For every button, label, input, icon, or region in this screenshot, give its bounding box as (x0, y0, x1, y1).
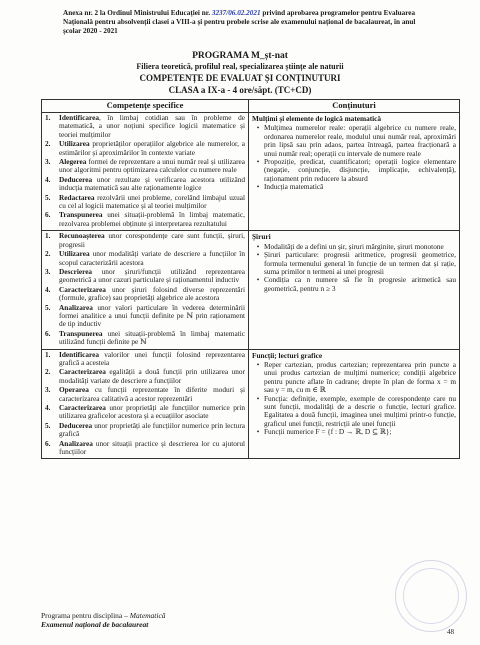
bullet-icon: • (256, 427, 260, 437)
item-text (59, 158, 245, 175)
competente-cell (42, 231, 249, 349)
item-keyword: Identificarea (59, 113, 99, 122)
competenta-item (45, 422, 245, 439)
item-text (59, 211, 245, 228)
competenta-item (45, 268, 245, 285)
item-description: cu funcții reprezentate în diferite moduri și caracterizarea calitativă a acestor reprezentări (59, 385, 245, 403)
item-description: unor proprietăți ale funcțiilor numerice prin utilizarea graficelor acestora și a ecuațiilor asociate (59, 403, 245, 421)
item-keyword: Utilizarea (59, 139, 90, 149)
item-text (59, 440, 245, 457)
item-description: unor situații practice și descrierea lor cu ajutorul funcțiilor (59, 438, 245, 457)
competenta-item (45, 330, 245, 347)
item-number: 6. (45, 210, 51, 220)
section-title: Funcții; lecturi grafice (252, 350, 323, 360)
header-text: privind aprobarea programelor pentru Evaluarea (260, 9, 416, 17)
competenta-item (45, 140, 245, 157)
item-keyword: Transpunerea (59, 210, 103, 220)
content-bullet (252, 183, 456, 191)
content-bullet (252, 276, 456, 293)
competenta-item (45, 194, 245, 211)
curriculum-table (41, 99, 460, 459)
bullet-text: Șiruri particulare: progresii aritmetice, progresii geometrice, formula termenului general în funcție de un termen dat și rație, suma primilor n termeni ai unei progresii (264, 250, 456, 276)
column-header-continuturi: Conținuturi (249, 100, 460, 113)
competente-cell (42, 349, 249, 459)
item-text (59, 368, 245, 385)
item-number: 2. (45, 139, 51, 149)
section-title: Șiruri (252, 232, 271, 242)
document-footer (41, 611, 166, 629)
bullet-icon: • (256, 182, 260, 192)
filiera-subtitle: Filiera teoretică, profilul real, specializarea științe ale naturii (136, 62, 344, 71)
table-row (42, 231, 460, 349)
item-description: unor proprietăți ale funcțiilor numerice prin lectura grafică (59, 420, 245, 439)
item-keyword: Caracterizarea (59, 403, 106, 412)
item-description: unor valori particulare în vederea determinării formei analitice a unui funcții definite pe ℕ prin raționament de tip inductiv (59, 302, 245, 329)
item-number: 5. (45, 192, 51, 202)
competenta-item (45, 351, 245, 368)
bullet-icon: • (256, 250, 260, 260)
bullet-icon: • (256, 241, 260, 251)
item-description: unor rezultate și verificarea acestora utilizând inducția matematică sau alte raționamente logice (59, 174, 245, 193)
item-description: formei de reprezentare a unui număr real și utilizarea unor algoritmi pentru optimizarea calculelor cu numere reale (59, 157, 245, 175)
item-keyword: Alegerea (59, 157, 87, 167)
page-number: 48 (447, 628, 454, 636)
continuturi-cell (249, 231, 460, 349)
content-bullet (252, 428, 456, 436)
item-text (59, 232, 245, 249)
bullet-text: Condiția ca n numere să fie în progresie aritmetică sau geometrică, pentru n ≥ 3 (264, 275, 456, 293)
item-number: 4. (45, 403, 51, 412)
content-bullet (252, 361, 456, 395)
item-keyword: Caracterizarea (59, 284, 106, 294)
competenta-item (45, 386, 245, 403)
bullet-text: Reper cartezian, produs cartezian; reprezentarea prin puncte a unui produs cartezian de mulțimi numerice; condiții algebrice pentru puncte aflate în cadrane; drepte în plan de forma x = m sau y = m, cu m ∈ ℝ (264, 359, 456, 395)
item-number: 5. (45, 302, 51, 312)
item-keyword: Deducerea (59, 174, 93, 184)
bullet-text: Inducția matematică (264, 182, 324, 192)
item-keyword: Deducerea (59, 420, 93, 430)
item-text (59, 176, 245, 193)
item-description: proprietăților operațiilor algebrice ale numerelor, a estimărilor și aproximărilor în contexte variate (59, 139, 245, 157)
table-row (42, 113, 460, 231)
institution-stamp-inner (403, 568, 459, 624)
header-text: școlar 2020 - 2021 (63, 27, 118, 35)
item-keyword: Identificarea (59, 349, 99, 359)
footer-text: Programa pentru disciplina – (41, 611, 130, 620)
document-header (63, 9, 458, 36)
item-number: 1. (45, 113, 51, 122)
item-description: unor șiruri/funcții utilizând reprezentarea geometrică a unor cazuri particulare și raționamentul inductiv (59, 266, 245, 285)
bullet-icon: • (256, 275, 260, 285)
competenta-item (45, 304, 245, 329)
competenta-item (45, 368, 245, 385)
bullet-text: Modalități de a defini un șir, șiruri mărginite, șiruri monotone (264, 241, 444, 251)
column-header-competente: Competențe specifice (42, 100, 249, 113)
bullet-text: Propoziție, predicat, cuantificatori; operații logice elementare (negație, conjuncție, disjuncție, implicație, echivalență), raționament prin reducere la absurd (264, 157, 456, 183)
item-keyword: Transpunerea (59, 328, 103, 338)
item-description: unor modalități variate de descriere a funcțiilor în scopul caracterizării acestora (59, 249, 245, 267)
item-number: 3. (45, 157, 51, 167)
item-number: 1. (45, 349, 51, 359)
item-number: 6. (45, 328, 51, 338)
item-description: egalității a două funcții prin utilizarea unor modalități variate de descriere a funcțiilor (59, 367, 245, 385)
competente-cell (42, 113, 249, 231)
item-number: 3. (45, 266, 51, 276)
bullet-text: Funcția: definiție, exemple, exemple de corespondențe care nu sunt funcții, modalități de a descrie o funcție, lecturi grafice. Egalitatea a două funcții, imaginea unei mulțimi printr-o funcție, graficul unei funcții, restricții ale unei funcții (264, 393, 456, 428)
continuturi-cell (249, 349, 460, 459)
table-row (42, 349, 460, 459)
item-text (59, 140, 245, 157)
item-description: unor șiruri folosind diverse reprezentări (formule, grafice) sau proprietăți algebrice ale acestora (59, 284, 245, 303)
item-text (59, 304, 245, 329)
program-title: PROGRAMA M_șt-nat (192, 51, 288, 61)
item-number: 4. (45, 284, 51, 294)
item-text (59, 194, 245, 211)
item-text (59, 351, 245, 368)
section-title: Mulțimi și elemente de logică matematică (252, 114, 382, 123)
item-number: 3. (45, 385, 51, 395)
item-description: unei situații-problemă în limbaj matematic utilizând funcții definite pe ℕ (59, 328, 245, 347)
bullet-text: Mulțimea numerelor reale: operații algebrice cu numere reale, ordonarea numerelor reale, modulul unui număr real, aproximări prin lipsă sau prin adaos, partea întreagă, partea fracționară a unui număr real; operații cu intervale de numere reale (264, 123, 456, 158)
competenta-item (45, 176, 245, 193)
competenta-item (45, 440, 245, 457)
content-bullet (252, 395, 456, 429)
item-keyword: Caracterizarea (59, 367, 106, 377)
competenta-item (45, 404, 245, 421)
competenta-item (45, 250, 245, 267)
competente-heading: COMPETENȚE DE EVALUAT ȘI CONȚINUTURI (139, 73, 341, 83)
item-text (59, 114, 245, 139)
item-keyword: Operarea (59, 385, 89, 395)
item-text (59, 268, 245, 285)
content-bullet (252, 124, 456, 158)
competenta-item (45, 211, 245, 228)
item-description: unei situații-problemă în limbaj matematic, rezolvarea problemei obținute și interpretarea rezultatului (59, 210, 245, 228)
content-bullet (252, 158, 456, 183)
item-keyword: Analizarea (59, 438, 93, 448)
item-description: valorilor unei funcții folosind reprezentarea grafică a acesteia (59, 349, 245, 367)
header-text: Națională pentru absolvenții clasei a VIII-a și pentru probele scrise ale examenului național de bacalaureat, în anul (63, 18, 416, 26)
handwritten-order-number: 3237/06.02.2021 (211, 9, 261, 17)
item-keyword: Analizarea (59, 302, 93, 312)
item-text (59, 386, 245, 403)
bullet-icon: • (256, 123, 260, 133)
item-keyword: Recunoașterea (59, 231, 105, 241)
item-description: unor corespondențe care sunt funcții, șiruri, progresii (59, 231, 245, 249)
item-text (59, 286, 245, 303)
item-number: 6. (45, 438, 51, 448)
item-description: rezolvării unei probleme, corelând limbajul uzual cu cel al logicii matematice și al teoriei mulțimilor (59, 192, 245, 211)
item-number: 4. (45, 174, 51, 184)
footer-exam: Examenul național de bacalaureat (41, 620, 149, 629)
bullet-icon: • (256, 359, 260, 369)
clasa-heading: CLASA a IX-a - 4 ore/săpt. (TC+CD) (168, 85, 312, 95)
item-keyword: Utilizarea (59, 249, 90, 259)
item-description: , în limbaj cotidian sau în probleme de matematică, a unor noțiuni specifice logicii matematice și teoriei mulțimilor (59, 113, 245, 139)
continuturi-cell (249, 113, 460, 231)
item-text (59, 404, 245, 421)
competenta-item (45, 286, 245, 303)
content-bullet (252, 251, 456, 276)
item-number: 2. (45, 367, 51, 377)
bullet-icon: • (256, 393, 260, 403)
competenta-item (45, 114, 245, 139)
item-number: 1. (45, 231, 51, 241)
bullet-text: Funcții numerice F = {f : D → ℝ, D ⊆ ℝ}; (264, 427, 392, 437)
competenta-item (45, 158, 245, 175)
item-text (59, 250, 245, 267)
item-text (59, 422, 245, 439)
bullet-icon: • (256, 157, 260, 167)
header-text: Anexa nr. 2 la Ordinul Ministrului Educației nr. (63, 9, 212, 17)
item-keyword: Redactarea (59, 192, 95, 202)
item-number: 5. (45, 420, 51, 430)
item-text (59, 330, 245, 347)
footer-subject: Matematică (129, 611, 166, 620)
competenta-item (45, 232, 245, 249)
item-number: 2. (45, 249, 51, 259)
item-keyword: Descrierea (59, 266, 93, 276)
